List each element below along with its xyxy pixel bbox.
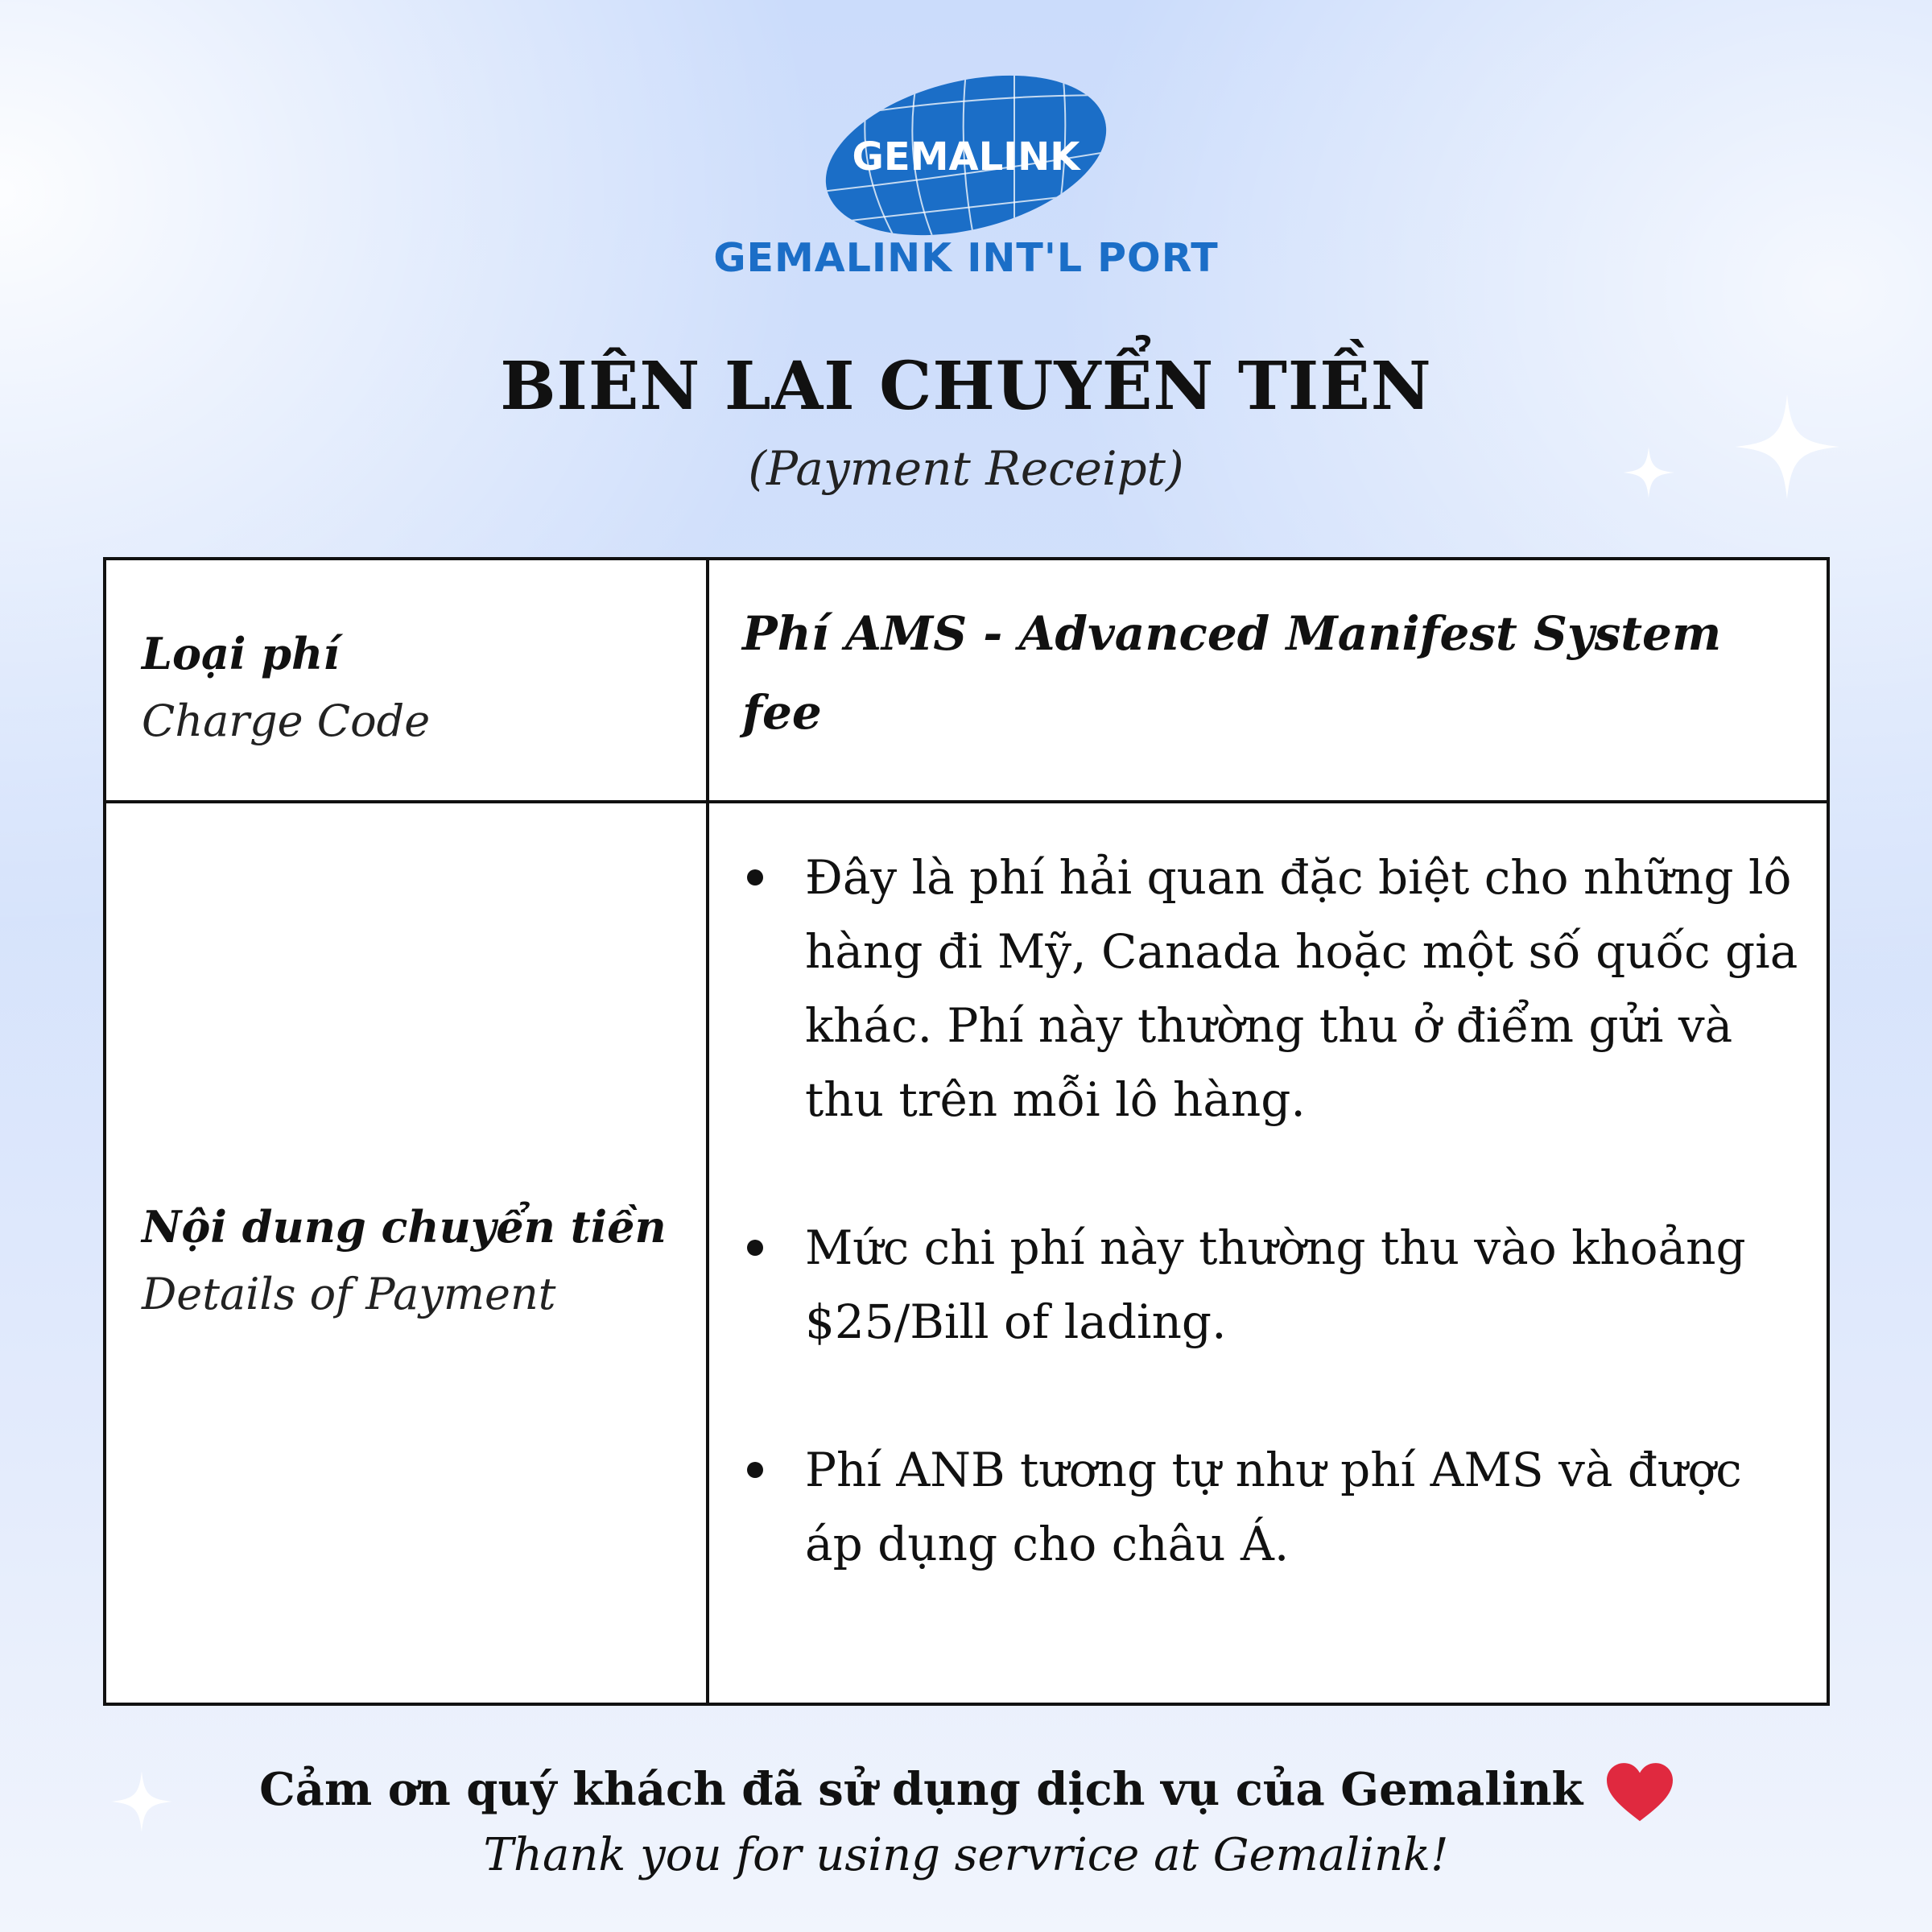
- charge-code-label-vi: Loại phí: [142, 628, 340, 679]
- logo-wordmark: GEMALINK: [852, 134, 1080, 180]
- sparkle-icon: [1623, 447, 1674, 498]
- charge-code-label-en: Charge Code: [142, 696, 431, 746]
- page-title: BIÊN LAI CHUYỂN TIỀN: [500, 348, 1432, 425]
- thank-you-vi-text: Cảm ơn quý khách đã sử dụng dịch vụ của Gemalink: [259, 1763, 1583, 1816]
- page-subtitle: (Payment Receipt): [748, 441, 1184, 496]
- table-divider-vertical: [706, 560, 709, 1703]
- list-item: [742, 1433, 1805, 1581]
- bullet-icon: [747, 1462, 763, 1478]
- payment-details-label-vi: Nội dung chuyển tiền: [142, 1201, 667, 1253]
- list-item-text: Đây là phí hải quan đặc biệt cho những lô hàng đi Mỹ, Canada hoặc một số quốc gia khác. Phí này thường thu ở điểm gửi và thu trên mỗi lô hàng.: [805, 850, 1798, 1127]
- payment-details-label-en: Details of Payment: [142, 1269, 556, 1319]
- port-name: GEMALINK INT'L PORT: [713, 235, 1219, 281]
- charge-code-value: Phí AMS - Advanced Manifest System fee: [742, 606, 1722, 740]
- bullet-icon: [747, 1240, 763, 1256]
- charge-code-label: [142, 620, 430, 755]
- receipt-table: [103, 557, 1830, 1706]
- payment-details-label: [142, 1193, 667, 1328]
- gemalink-logo: [821, 71, 1111, 240]
- payment-details-list: [742, 840, 1805, 1581]
- thank-you-vi: [0, 1763, 1932, 1823]
- list-item: [742, 1211, 1805, 1359]
- thank-you-en: Thank you for using servrice at Gemalink!: [483, 1829, 1449, 1881]
- table-divider-horizontal: [106, 800, 1827, 803]
- bullet-icon: [747, 869, 763, 886]
- heart-icon: [1607, 1763, 1673, 1823]
- sparkle-icon: [1735, 394, 1839, 499]
- list-item: [742, 840, 1805, 1137]
- list-item-text: Phí ANB tương tự như phí AMS và được áp dụng cho châu Á.: [805, 1443, 1742, 1571]
- list-item-text: Mức chi phí này thường thu vào khoảng $25/Bill of lading.: [805, 1220, 1746, 1349]
